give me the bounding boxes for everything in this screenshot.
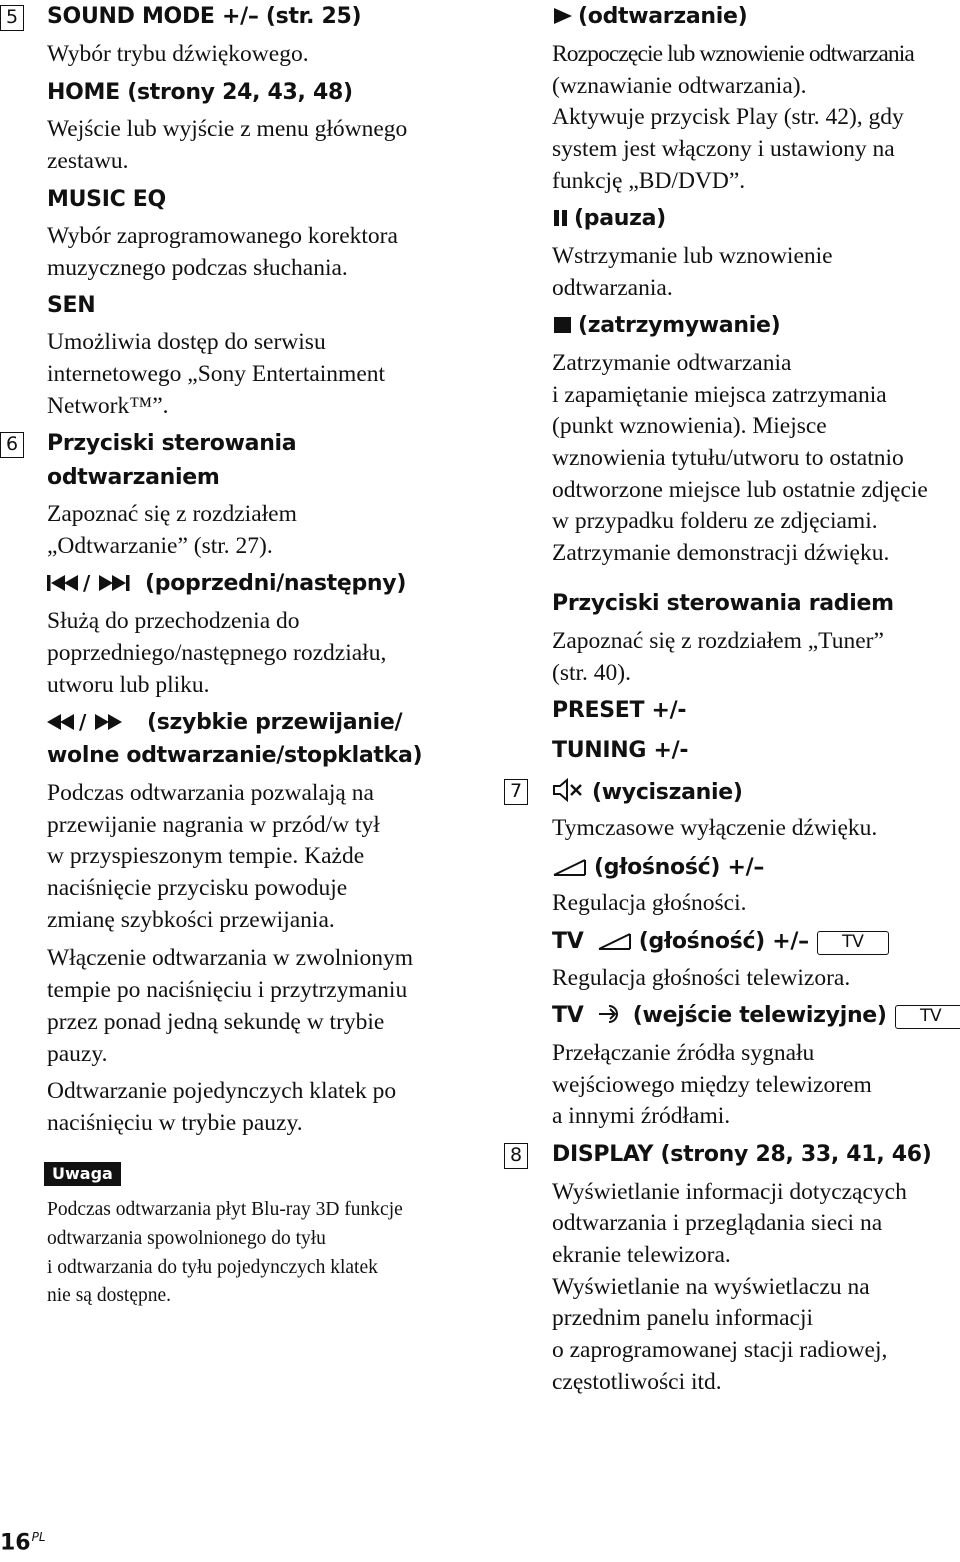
music-eq-desc-line: Wybór zaprogramowanego korektora: [47, 223, 398, 249]
slow-desc-line: pauzy.: [47, 1041, 108, 1067]
radio-desc-line: Zapoznać się z rozdziałem „Tuner”: [552, 628, 884, 654]
prev-next-icon: [47, 573, 141, 593]
playback-controls-heading: Przyciski sterowania: [47, 431, 297, 456]
sen-desc-line: Network™”.: [47, 393, 169, 419]
note-text-line: nie są dostępne.: [47, 1285, 172, 1306]
item-number-7: 7: [504, 779, 528, 805]
stop-desc-line: w przypadku folderu ze zdjęciami.: [552, 508, 878, 534]
page-language-code: PL: [31, 1530, 46, 1544]
play-desc-line: system jest włączony i ustawiony na: [552, 136, 895, 162]
sen-desc-line: Umożliwia dostęp do serwisu: [47, 329, 326, 355]
prev-next-desc-line: poprzedniego/następnego rozdziału,: [47, 640, 387, 666]
playback-controls-desc-line: Zapoznać się z rozdziałem: [47, 501, 297, 527]
tv-volume-label: (głośność) +/–: [638, 929, 809, 954]
scan-heading: [47, 710, 402, 735]
display-desc-line: odtwarzania i przeglądania sieci na: [552, 1210, 883, 1236]
play-label: (odtwarzanie): [578, 4, 748, 29]
tv-mode-box: TV: [895, 1005, 960, 1029]
pause-heading: [552, 206, 666, 231]
volume-icon: [552, 857, 588, 877]
note-text-line: i odtwarzania do tyłu pojedynczych klatek: [47, 1257, 378, 1278]
tuning-heading: TUNING +/-: [552, 738, 689, 763]
home-desc-line: zestawu.: [47, 148, 129, 174]
music-eq-desc-line: muzycznego podczas słuchania.: [47, 255, 348, 281]
stop-icon: [552, 315, 574, 335]
playback-controls-heading: odtwarzaniem: [47, 465, 220, 490]
play-desc-line: (wznawianie odtwarzania).: [552, 73, 807, 99]
page-number: [0, 1530, 46, 1555]
tv-input-desc-line: wejściowego między telewizorem: [552, 1072, 872, 1098]
note-text-line: odtwarzania spowolnionego do tyłu: [47, 1228, 326, 1249]
rewind-forward-icon: [47, 712, 143, 732]
note-text-line: Podczas odtwarzania płyt Blu-ray 3D funkcje: [47, 1199, 403, 1220]
tv-input-desc-line: a innymi źródłami.: [552, 1103, 731, 1129]
svg-text:/: /: [83, 573, 91, 593]
display-desc-line: Wyświetlanie informacji dotyczących: [552, 1179, 907, 1205]
svg-text:/: /: [79, 712, 87, 732]
tv-prefix: TV: [552, 929, 584, 954]
slow-desc-line: Włączenie odtwarzania w zwolnionym: [47, 945, 414, 971]
scan-desc-line: zmianę szybkości przewijania.: [47, 907, 335, 933]
radio-controls-heading: Przyciski sterowania radiem: [552, 591, 894, 616]
item-number-6: 6: [0, 432, 24, 458]
display-desc-line: Wyświetlanie na wyświetlaczu na: [552, 1274, 870, 1300]
radio-desc-line: (str. 40).: [552, 660, 631, 686]
play-heading: [552, 4, 747, 29]
playback-controls-desc-line: „Odtwarzanie” (str. 27).: [47, 533, 273, 559]
sound-mode-desc: Wybór trybu dźwiękowego.: [47, 41, 309, 67]
tv-prefix: TV: [552, 1003, 584, 1028]
volume-label: (głośność) +/–: [594, 855, 765, 880]
slow-desc-line: przez ponad jedną sekundę w trybie: [47, 1009, 385, 1035]
pause-desc-line: odtwarzania.: [552, 275, 673, 301]
display-heading: DISPLAY (strony 28, 33, 41, 46): [552, 1142, 932, 1167]
stop-desc-line: (punkt wznowienia). Miejsce: [552, 413, 827, 439]
stop-desc-line: wznowienia tytułu/utworu to ostatnio: [552, 445, 904, 471]
sound-mode-heading: SOUND MODE +/– (str. 25): [47, 4, 362, 29]
play-desc-line: Rozpoczęcie lub wznowienie odtwarzania: [552, 41, 914, 67]
prev-next-desc-line: Służą do przechodzenia do: [47, 608, 300, 634]
volume-desc: Regulacja głośności.: [552, 890, 747, 916]
tv-input-heading: [552, 1003, 960, 1029]
pause-label: (pauza): [574, 206, 666, 231]
home-desc-line: Wejście lub wyjście z menu głównego: [47, 116, 408, 142]
tv-input-desc-line: Przełączanie źródła sygnału: [552, 1040, 815, 1066]
sen-desc-line: internetowego „Sony Entertainment: [47, 361, 386, 387]
sen-heading: SEN: [47, 293, 96, 318]
tv-volume-heading: [552, 929, 889, 955]
stop-desc-line: Zatrzymanie demonstracji dźwięku.: [552, 540, 890, 566]
mute-heading: [552, 778, 743, 805]
frame-desc-line: Odtwarzanie pojedynczych klatek po: [47, 1078, 397, 1104]
scan-label: (szybkie przewijanie/: [147, 710, 403, 735]
pause-icon: [552, 208, 570, 228]
mute-desc: Tymczasowe wyłączenie dźwięku.: [552, 815, 878, 841]
page-number-value: 16: [0, 1530, 31, 1556]
prev-next-desc-line: utworu lub pliku.: [47, 672, 210, 698]
display-desc-line: ekranie telewizora.: [552, 1242, 731, 1268]
display-desc-line: o zaprogramowanej stacji radiowej,: [552, 1337, 888, 1363]
item-number-8: 8: [504, 1143, 528, 1169]
note-badge: Uwaga: [44, 1162, 121, 1186]
tv-mode-box: TV: [817, 931, 889, 955]
preset-heading: PRESET +/-: [552, 698, 687, 723]
stop-desc-line: Zatrzymanie odtwarzania: [552, 350, 792, 376]
home-heading: HOME (strony 24, 43, 48): [47, 80, 353, 105]
scan-desc-line: przewijanie nagrania w przód/w tył: [47, 812, 380, 838]
frame-desc-line: naciśnięciu w trybie pauzy.: [47, 1110, 303, 1136]
music-eq-heading: MUSIC EQ: [47, 187, 166, 212]
prev-next-label: (poprzedni/następny): [145, 571, 407, 596]
pause-desc-line: Wstrzymanie lub wznowienie: [552, 243, 833, 269]
play-desc-line: funkcję „BD/DVD”.: [552, 168, 746, 194]
play-desc-line: Aktywuje przycisk Play (str. 42), gdy: [552, 104, 904, 130]
mute-icon: [552, 778, 584, 802]
scan-desc-line: naciśnięcie przycisku powoduje: [47, 875, 348, 901]
input-select-icon: [597, 1003, 627, 1025]
stop-heading: [552, 313, 780, 338]
display-desc-line: przednim panelu informacji: [552, 1305, 814, 1331]
scan-desc-line: w przyspieszonym tempie. Każde: [47, 843, 365, 869]
volume-heading: [552, 855, 764, 880]
stop-desc-line: i zapamiętanie miejsca zatrzymania: [552, 382, 887, 408]
stop-label: (zatrzymywanie): [578, 313, 781, 338]
stop-desc-line: odtworzone miejsce lub ostatnie zdjęcie: [552, 477, 928, 503]
play-icon: [552, 6, 574, 26]
scan-heading-line2: wolne odtwarzanie/stopklatka): [47, 743, 423, 768]
item-number-5: 5: [0, 5, 24, 31]
tv-input-label: (wejście telewizyjne): [632, 1003, 887, 1028]
mute-label: (wyciszanie): [592, 780, 743, 805]
volume-icon: [597, 931, 633, 951]
tv-volume-desc: Regulacja głośności telewizora.: [552, 965, 851, 991]
display-desc-line: częstotliwości itd.: [552, 1369, 722, 1395]
slow-desc-line: tempie po naciśnięciu i przytrzymaniu: [47, 977, 408, 1003]
prev-next-heading: [47, 571, 406, 596]
scan-desc-line: Podczas odtwarzania pozwalają na: [47, 780, 374, 806]
